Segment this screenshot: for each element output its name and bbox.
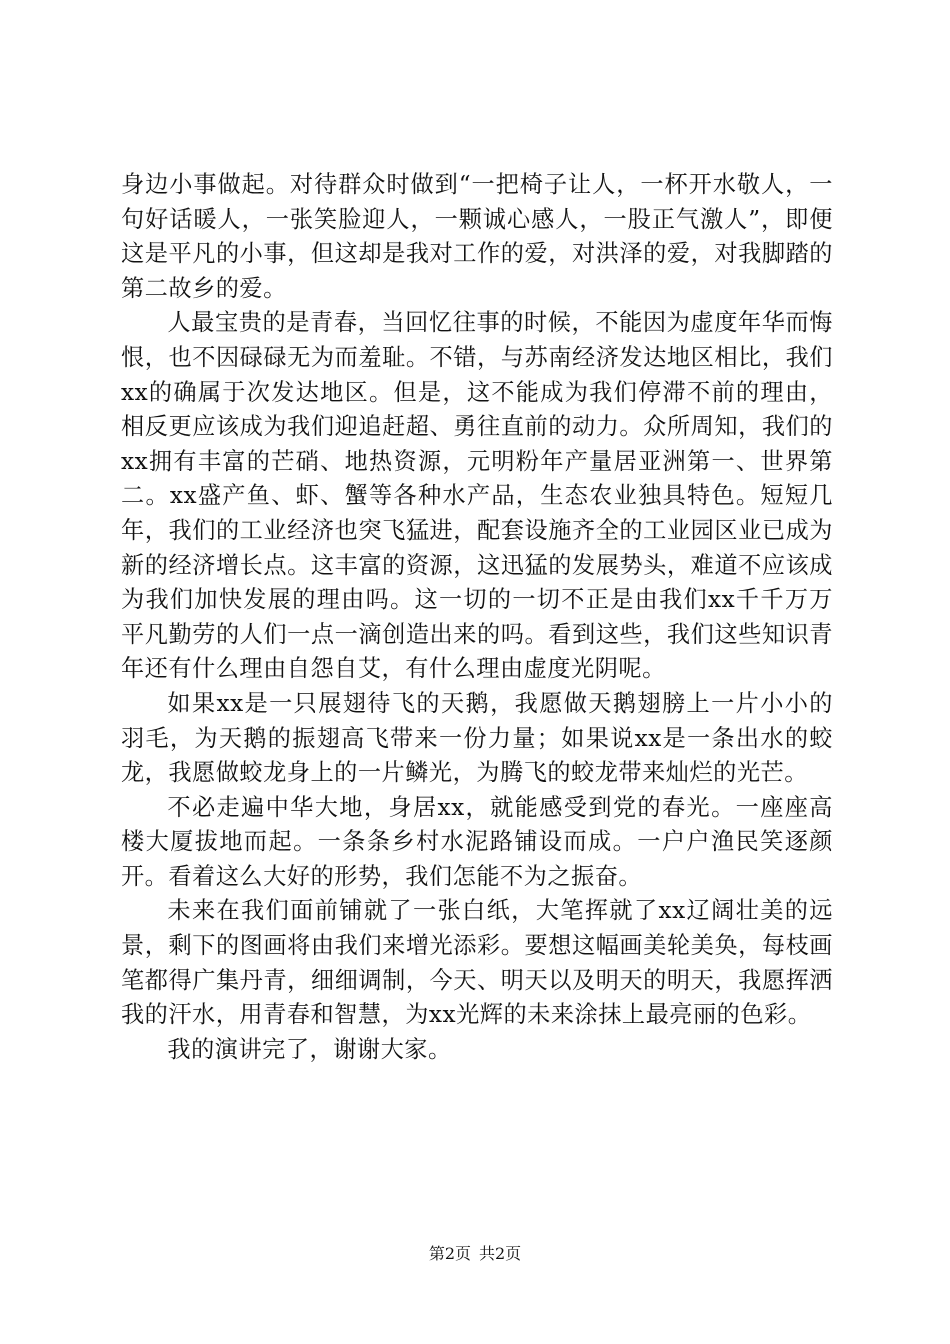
paragraph-5: 未来在我们面前铺就了一张白纸，大笔挥就了xx辽阔壮美的远景，剩下的图画将由我们来增光添彩。要想这幅画美轮美奂，每枝画笔都得广集丹青，细细调制，今天、明天以及明天的明天，我愿挥洒我的汗水，用青春和智慧，为xx光辉的未来涂抹上最亮丽的色彩。 [121,897,833,1029]
paragraph-2: 人最宝贵的是青春，当回忆往事的时候，不能因为虚度年华而悔恨，也不因碌碌无为而羞耻。不错，与苏南经济发达地区相比，我们xx的确属于次发达地区。但是，这不能成为我们停滞不前的理由，相反更应该成为我们迎追赶超、勇往直前的动力。众所周知，我们的xx拥有丰富的芒硝、地热资源，元明粉年产量居亚洲第一、世界第二。xx盛产鱼、虾、蟹等各种水产品，生态农业独具特色。短短几年，我们的工业经济也突飞猛进，配套设施齐全的工业园区业已成为新的经济增长点。这丰富的资源，这迅猛的发展势头，难道不应该成为我们加快发展的理由吗。这一切的一切不正是由我们xx千千万万平凡勤劳的人们一点一滴创造出来的吗。看到这些，我们这些知识青年还有什么理由自怨自艾，有什么理由虚度光阴呢。 [121,309,833,683]
paragraph-6: 我的演讲完了，谢谢大家。 [167,1035,452,1063]
page-total: 共2页 [479,1244,522,1263]
page-footer [0,1244,950,1264]
paragraph-4: 不必走遍中华大地，身居xx，就能感受到党的春光。一座座高楼大厦拔地而起。一条条乡村水泥路铺设而成。一户户渔民笑逐颜开。看着这么大好的形势，我们怎能不为之振奋。 [121,793,833,890]
document-body [121,168,833,1067]
page-number: 第2页 [428,1244,471,1263]
paragraph-3: 如果xx是一只展翅待飞的天鹅，我愿做天鹅翅膀上一片小小的羽毛，为天鹅的振翅高飞带来一份力量；如果说xx是一条出水的蛟龙，我愿做蛟龙身上的一片鳞光，为腾飞的蛟龙带来灿烂的光芒。 [121,689,833,787]
paragraph-1: 身边小事做起。对待群众时做到“一把椅子让人，一杯开水敬人，一句好话暖人，一张笑脸迎人，一颗诚心感人，一股正气激人”，即便这是平凡的小事，但这却是我对工作的爱，对洪泽的爱，对我脚踏的第二故乡的爱。 [121,171,833,302]
